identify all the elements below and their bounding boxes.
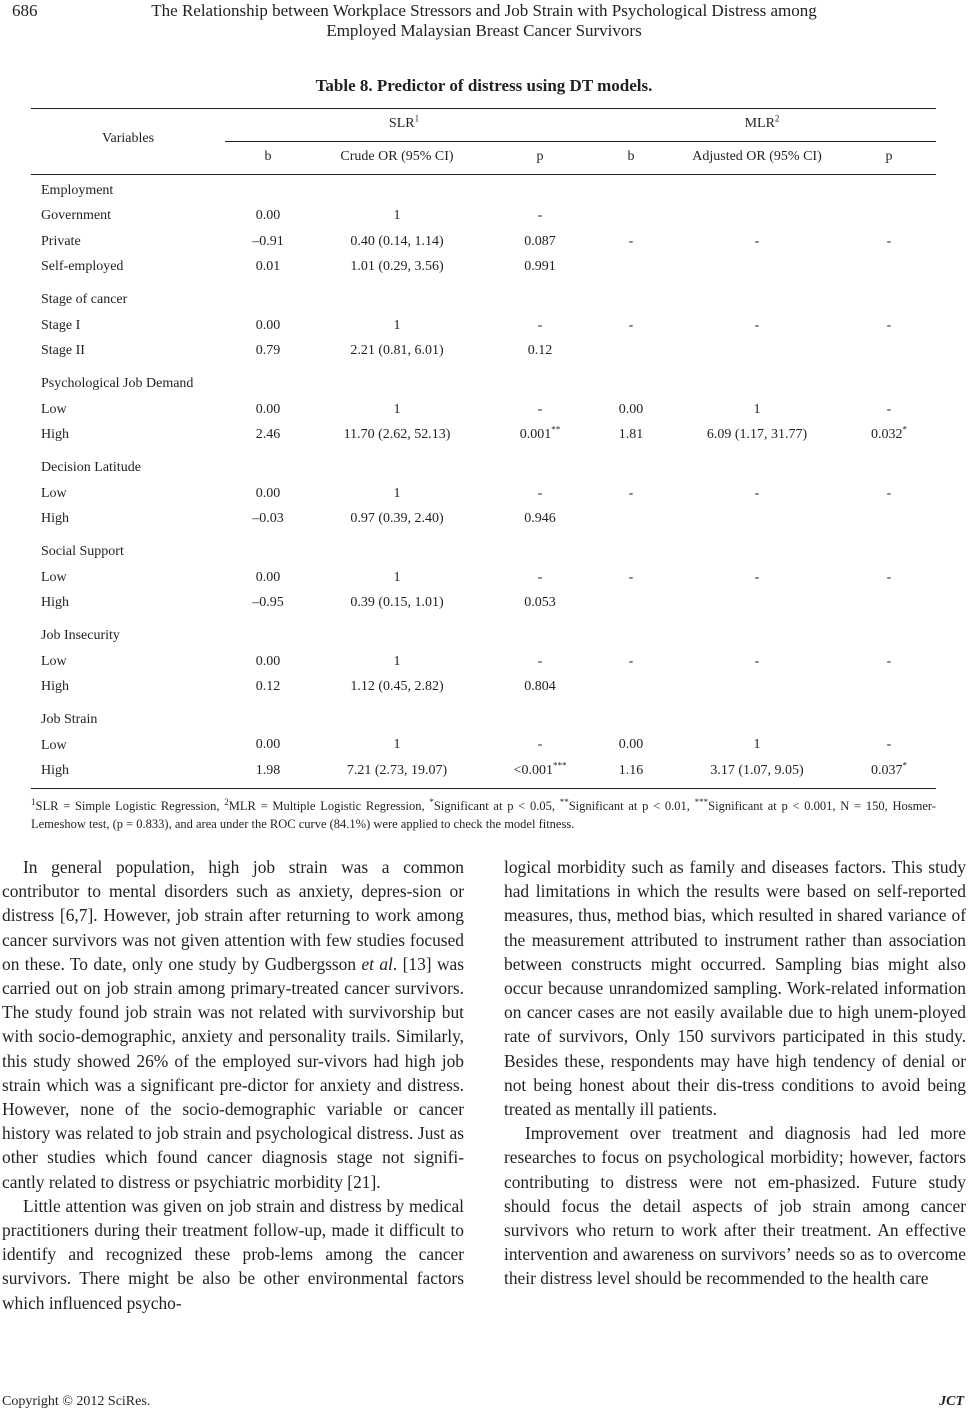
footer-copyright: Copyright © 2012 SciRes. (2, 1394, 151, 1409)
row-b: 0.00 (255, 737, 281, 752)
row-p: 0.991 (524, 259, 556, 274)
row-label: Low (41, 402, 67, 417)
row-b-adj: - (628, 654, 634, 669)
header-b-slr: b (264, 149, 272, 164)
page-number: 686 (12, 1, 38, 20)
row-p: 0.001** (519, 424, 561, 442)
row-b-adj: 1.81 (618, 427, 644, 442)
row-label: Low (41, 654, 67, 669)
row-b-adj: 0.00 (618, 737, 644, 752)
table-footnote: $^1$SLR = Simple Logistic Regression, $^2$MLR = Multiple Logistic Regression, *Significant at p < 0.05, **Significant at p < 0.01, ***Significant at p < 0.001, N = 150, Hosmer-Lemeshow test, (p = 0.833), and area under the ROC curve (84.1%) were applied to check the model fitness. (31, 796, 936, 831)
row-label: Low (41, 570, 67, 585)
row-label: High (41, 511, 69, 526)
slr-group-rule (225, 141, 585, 142)
row-p-adj: - (886, 737, 892, 752)
row-label: Low (41, 738, 67, 753)
header-adjusted-or: Adjusted OR (95% CI) (692, 149, 822, 164)
row-crude-or: 1 (393, 402, 401, 417)
row-label: Self-employed (41, 259, 124, 274)
paragraph: Improvement over treatment and diagnosis had led more researches to focus on psychological morbidity; however, factors contributing to distress were not em-phasized. Future study should focus the detail aspects of job strain among cancer survivors who return to work after their treatment. An effective intervention and awareness on survivors’ needs so as to overcome their distress level should be recommended to the health care (504, 1123, 966, 1289)
row-p-adj: - (886, 486, 892, 501)
row-p: 0.053 (524, 595, 556, 610)
row-adjusted-or: 1 (753, 402, 761, 417)
running-header (0, 1, 968, 41)
row-b-adj: 0.00 (618, 402, 644, 417)
row-crude-or: 0.97 (0.39, 2.40) (350, 511, 444, 526)
table-top-rule (31, 108, 936, 109)
row-crude-or: 1 (393, 654, 401, 669)
row-p-adj: - (886, 402, 892, 417)
row-crude-or: 1 (393, 318, 401, 333)
row-b: 0.01 (255, 259, 281, 274)
row-b: 0.00 (255, 570, 281, 585)
row-label: High (41, 427, 69, 442)
row-p: 0.12 (527, 343, 553, 358)
section-title: Employment (41, 183, 114, 198)
row-crude-or: 1 (393, 570, 401, 585)
row-b-adj: 1.16 (618, 763, 644, 778)
row-b-adj: - (628, 570, 634, 585)
row-adjusted-or: 3.17 (1.07, 9.05) (710, 763, 804, 778)
header-mlr: MLR$^2$ (744, 113, 780, 131)
paragraph: In general population, high job strain was a common contributor to mental disorders such as anxiety, depres-sion or distress [6,7]. However, job strain after returning to work among cancer survivors was not given attention with few studies focused on these. To date, only one study by Gudbergsson et al. [13] was carried out on job strain among primary-treated cancer survivors. The study found job strain was not related with survivorship but with socio-demographic, anxiety and personality trails. Similarly, this study showed 26% of the employed sur-vivors had high job strain which was a significant pre-dictor for anxiety and distress. However, none of the socio-demographic variable or cancer history was related to job strain and psychological distress. Just as other studies which found cancer diagnosis stage not signifi-cantly related to distress or psychiatric morbidity [21]. (2, 857, 464, 1192)
section-title: Stage of cancer (41, 292, 128, 307)
row-p: 0.946 (524, 511, 556, 526)
row-p: - (537, 654, 543, 669)
row-adjusted-or: - (754, 318, 760, 333)
row-crude-or: 0.39 (0.15, 1.01) (350, 595, 444, 610)
section-title: Job Insecurity (41, 628, 120, 643)
row-label: Stage II (41, 343, 85, 358)
row-p-adj: - (886, 318, 892, 333)
row-p: - (537, 208, 543, 223)
row-b: –0.95 (252, 595, 284, 610)
paragraph: logical morbidity such as family and diseases factors. This study had limitations in which the results were based on self-reported measures, thus, method bias, which resulted in shared variance of the measurement attributed to instrument rather than association between constructs might occurred. Sampling bias might also occur because unrandomized sampling. Work-related information on cancer cases are not easily available due to high unem-ployed rate of survivors, Only 150 survivors participated in this study. Besides these, respondents may have high tendency of denial or not being honest about their dis-tress conditions to avoid being treated as mentally ill patients. (504, 857, 966, 1120)
row-crude-or: 7.21 (2.73, 19.07) (346, 763, 448, 778)
significance-marker: ** (551, 424, 561, 435)
row-crude-or: 1 (393, 486, 401, 501)
row-p-adj: 0.037* (871, 760, 907, 778)
row-b: 0.00 (255, 402, 281, 417)
row-p-adj: 0.032* (871, 424, 907, 442)
mlr-group-rule (585, 141, 936, 142)
section-title: Social Support (41, 544, 124, 559)
row-b-adj: - (628, 486, 634, 501)
row-adjusted-or: 1 (753, 737, 761, 752)
row-b-adj: - (628, 234, 634, 249)
row-p-adj: - (886, 570, 892, 585)
row-crude-or: 1.01 (0.29, 3.56) (350, 259, 444, 274)
row-crude-or: 1.12 (0.45, 2.82) (350, 679, 444, 694)
section-title: Decision Latitude (41, 460, 141, 475)
paragraph: Little attention was given on job strain and distress by medical practitioners during their treatment follow-up, made it difficult to identify and recognized these prob-lems among the cancer survivors. There might be also be other environmental factors which influenced psycho- (2, 1195, 464, 1313)
significance-marker: *** (552, 760, 567, 771)
header-p-slr: p (536, 149, 544, 164)
row-crude-or: 0.40 (0.14, 1.14) (350, 234, 444, 249)
row-b: –0.91 (252, 234, 284, 249)
row-adjusted-or: - (754, 570, 760, 585)
row-adjusted-or: - (754, 654, 760, 669)
row-p: - (537, 737, 543, 752)
row-crude-or: 2.21 (0.81, 6.01) (350, 343, 444, 358)
row-b: 0.12 (255, 679, 281, 694)
row-p-adj: - (886, 654, 892, 669)
row-label: Private (41, 234, 81, 249)
body-column-right (504, 855, 966, 1291)
table-caption: Table 8. Predictor of distress using DT models. (315, 76, 653, 95)
header-p-mlr: p (885, 149, 893, 164)
row-b: 2.46 (255, 427, 281, 442)
row-b: 0.79 (255, 343, 281, 358)
table-bottom-rule (31, 788, 936, 789)
body-column-left (2, 855, 464, 1315)
row-label: High (41, 763, 69, 778)
section-title: Psychological Job Demand (41, 376, 194, 391)
header-crude-or: Crude OR (95% CI) (340, 149, 454, 164)
row-adjusted-or: - (754, 486, 760, 501)
row-p: - (537, 486, 543, 501)
row-b: 0.00 (255, 486, 281, 501)
row-p: 0.087 (524, 234, 556, 249)
row-b: –0.03 (252, 511, 284, 526)
significance-marker: * (902, 424, 907, 435)
row-p: 0.804 (524, 679, 556, 694)
row-label: High (41, 595, 69, 610)
footer-journal: JCT (939, 1394, 964, 1409)
row-b: 1.98 (255, 763, 281, 778)
section-title: Job Strain (41, 712, 98, 727)
header-variables: Variables (101, 131, 155, 146)
row-b: 0.00 (255, 318, 281, 333)
row-b-adj: - (628, 318, 634, 333)
row-crude-or: 1 (393, 208, 401, 223)
row-p: - (537, 570, 543, 585)
header-slr: SLR$^1$ (388, 113, 420, 131)
row-p-adj: - (886, 234, 892, 249)
row-b: 0.00 (255, 208, 281, 223)
row-label: High (41, 679, 69, 694)
row-adjusted-or: - (754, 234, 760, 249)
row-label: Government (41, 208, 111, 223)
row-crude-or: 11.70 (2.62, 52.13) (343, 427, 451, 442)
row-crude-or: 1 (393, 737, 401, 752)
row-label: Stage I (41, 318, 81, 333)
row-p: <0.001*** (513, 760, 567, 778)
row-adjusted-or: 6.09 (1.17, 31.77) (706, 427, 808, 442)
row-label: Low (41, 486, 67, 501)
significance-marker: * (902, 760, 907, 771)
row-p: - (537, 318, 543, 333)
row-p: - (537, 402, 543, 417)
header-title-line1: The Relationship between Workplace Stressors and Job Strain with Psychological Distress among (151, 1, 817, 20)
header-title-line2: Employed Malaysian Breast Cancer Survivors (326, 21, 642, 40)
row-b: 0.00 (255, 654, 281, 669)
table-header-rule (31, 174, 936, 175)
header-b-mlr: b (627, 149, 635, 164)
